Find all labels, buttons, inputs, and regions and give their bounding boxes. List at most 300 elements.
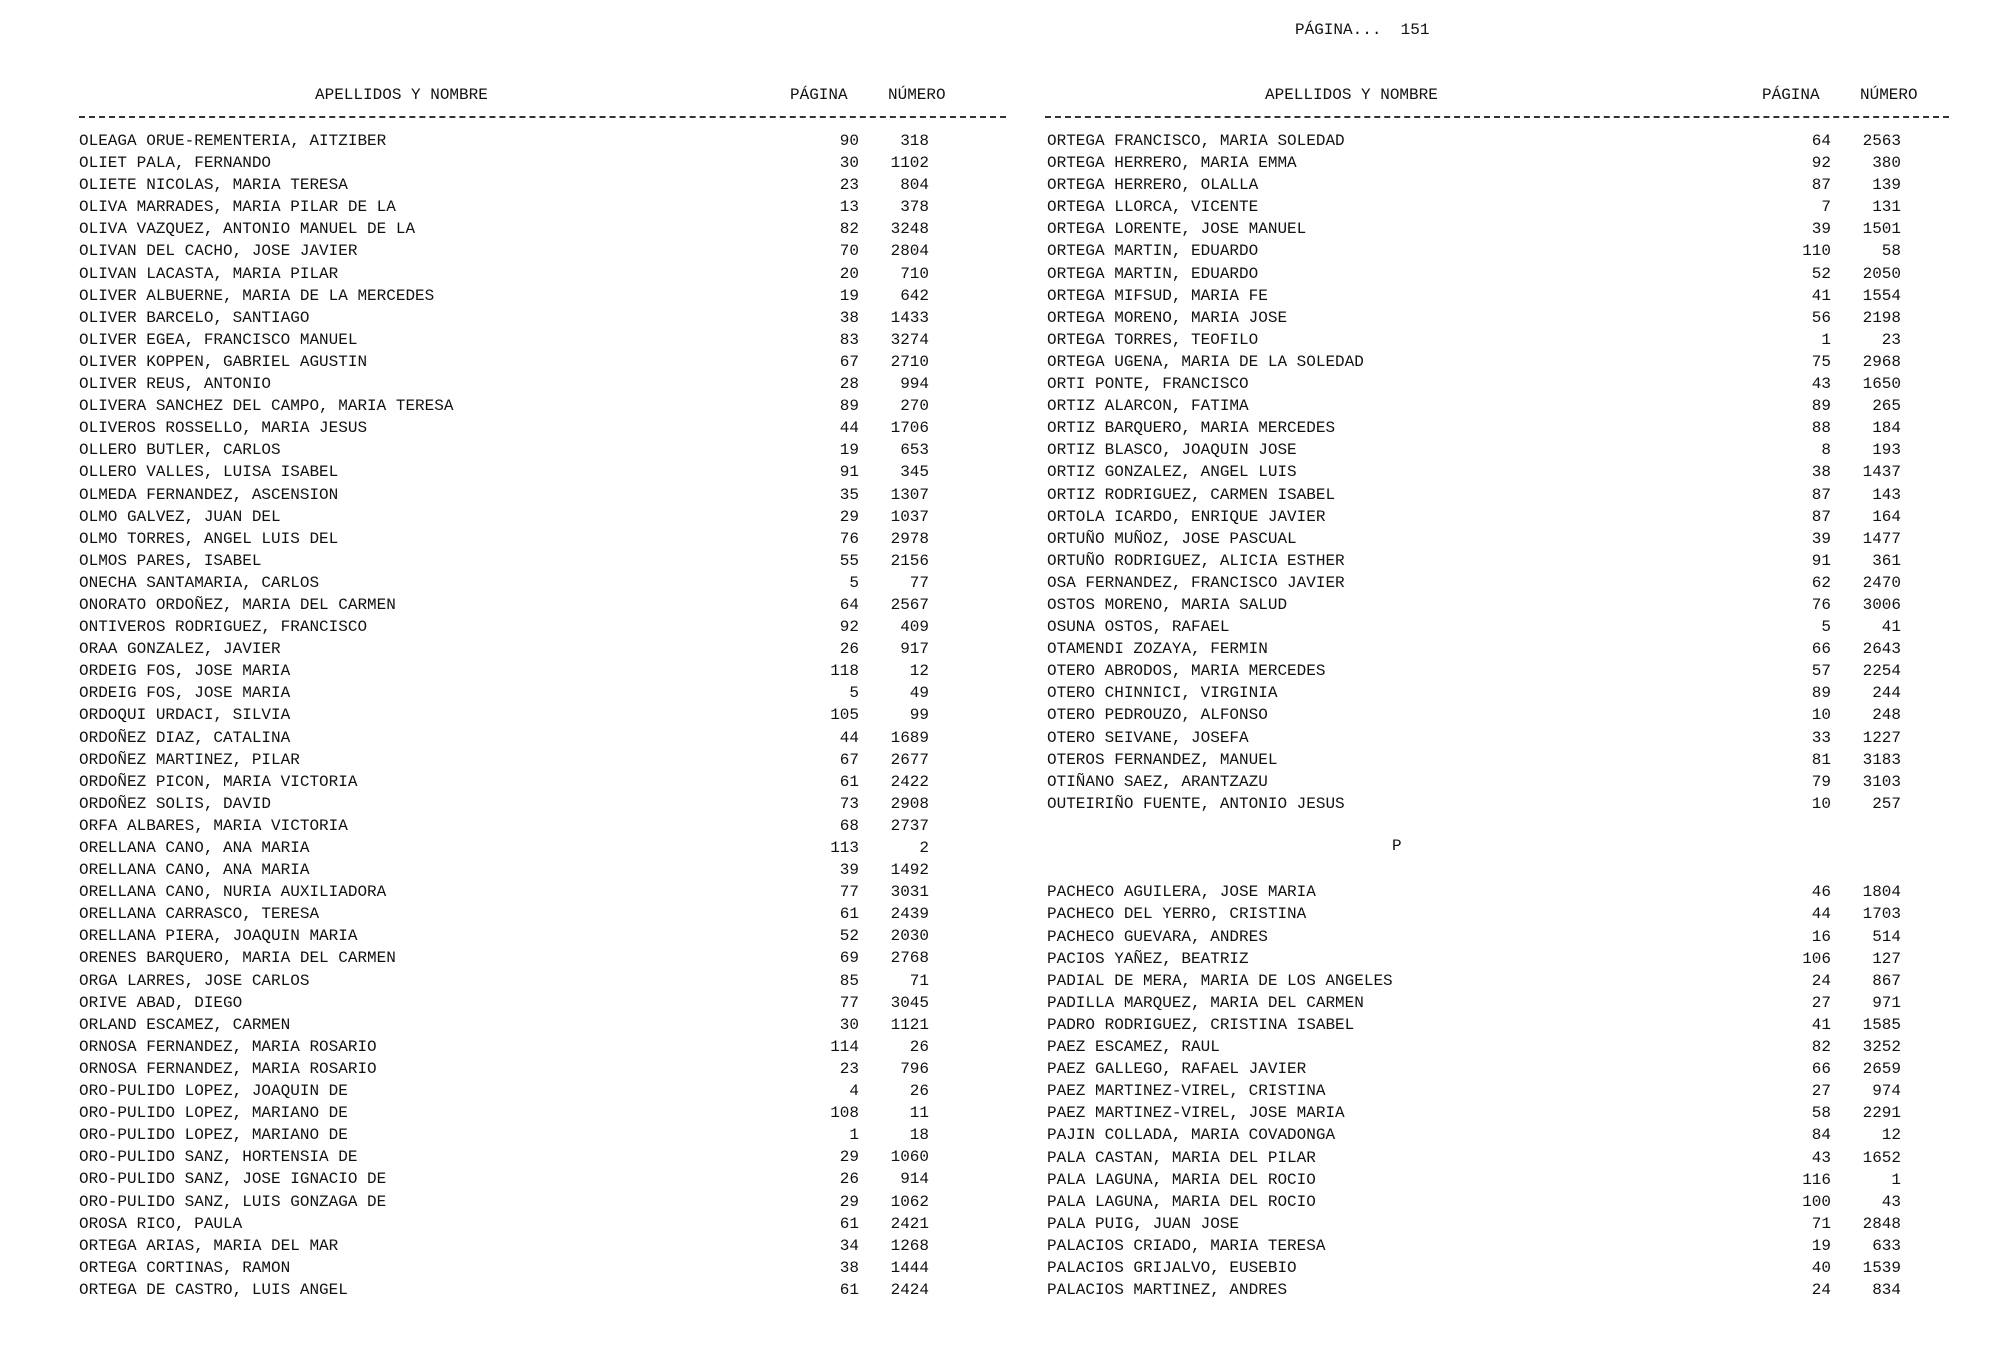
index-entry: [79, 594, 939, 616]
entry-page: 39: [839, 861, 859, 880]
entry-name: ORTEGA MARTIN, EDUARDO: [1047, 242, 1259, 261]
entry-number: 49: [909, 684, 929, 703]
entry-number: 1433: [890, 308, 929, 327]
entry-number: 2439: [890, 905, 929, 924]
entry-number: 71: [909, 971, 929, 990]
entry-number: 1501: [1862, 220, 1901, 239]
entry-number: 834: [1872, 1281, 1901, 1300]
entry-page: 87: [1811, 485, 1831, 504]
entry-page: 106: [1802, 949, 1831, 968]
index-entry: [1047, 1213, 1907, 1235]
entry-number: 143: [1872, 485, 1901, 504]
entry-number: 2030: [890, 927, 929, 946]
index-entry: [1047, 1257, 1907, 1279]
entry-page: 61: [839, 772, 859, 791]
entry-number: 2567: [890, 595, 929, 614]
entry-page: 13: [839, 198, 859, 217]
entry-number: 1102: [890, 154, 929, 173]
entry-page: 67: [839, 352, 859, 371]
entry-name: ORTEGA DE CASTRO, LUIS ANGEL: [79, 1280, 348, 1299]
index-entry: [1047, 749, 1907, 771]
index-entry: [1047, 351, 1907, 373]
index-entry: [79, 1191, 939, 1213]
index-entry: [1047, 1279, 1907, 1301]
entry-page: 52: [1811, 264, 1831, 283]
entry-page: 61: [839, 1214, 859, 1233]
entry-page: 110: [1802, 242, 1831, 261]
index-entry: [1047, 1147, 1907, 1169]
index-entry: [79, 1124, 939, 1146]
index-entry: [79, 992, 939, 1014]
entry-number: 994: [900, 375, 929, 394]
entry-number: 1268: [890, 1236, 929, 1255]
entry-number: 2908: [890, 794, 929, 813]
entry-number: 77: [909, 573, 929, 592]
right-header-page: PÁGINA: [1762, 86, 1820, 104]
right-p-entry-list: [1047, 881, 1907, 1301]
entry-number: 2156: [890, 551, 929, 570]
index-entry: [1047, 1169, 1907, 1191]
entry-name: ORDEIG FOS, JOSE MARIA: [79, 662, 291, 681]
entry-name: OLIET PALA, FERNANDO: [79, 154, 272, 173]
entry-page: 57: [1811, 662, 1831, 681]
entry-name: OTERO ABRODOS, MARIA MERCEDES: [1047, 662, 1326, 681]
entry-page: 113: [830, 839, 859, 857]
index-entry: [79, 550, 939, 572]
entry-page: 89: [1811, 397, 1831, 416]
entry-number: 345: [900, 463, 929, 482]
entry-number: 1060: [890, 1148, 929, 1167]
index-entry: [1047, 727, 1907, 749]
entry-name: ORTIZ BARQUERO, MARIA MERCEDES: [1047, 419, 1336, 438]
entry-number: 3183: [1862, 750, 1901, 769]
entry-name: ORO-PULIDO SANZ, JOSE IGNACIO DE: [79, 1170, 387, 1189]
index-entry: [1047, 616, 1907, 638]
index-entry: [1047, 948, 1907, 970]
entry-number: 3006: [1862, 595, 1901, 614]
entry-name: OLMEDA FERNANDEZ, ASCENSION: [79, 485, 339, 504]
index-entry: [1047, 1014, 1907, 1036]
entry-page: 40: [1811, 1258, 1831, 1277]
entry-name: OLIVER KOPPEN, GABRIEL AGUSTIN: [79, 352, 368, 371]
entry-page: 92: [1811, 154, 1831, 173]
entry-page: 46: [1811, 883, 1831, 902]
entry-name: ORELLANA CANO, NURIA AUXILIADORA: [79, 883, 387, 902]
index-entry: [79, 196, 939, 218]
entry-number: 2563: [1862, 132, 1901, 150]
entry-number: 3248: [890, 220, 929, 239]
index-entry: [1047, 218, 1907, 240]
entry-name: ORAA GONZALEZ, JAVIER: [79, 640, 281, 659]
entry-number: 1444: [890, 1258, 929, 1277]
entry-name: ORENES BARQUERO, MARIA DEL CARMEN: [79, 949, 396, 968]
entry-name: OLLERO VALLES, LUISA ISABEL: [79, 463, 339, 482]
entry-name: OTERO CHINNICI, VIRGINIA: [1047, 684, 1278, 703]
entry-name: ORDOÑEZ DIAZ, CATALINA: [79, 728, 291, 747]
entry-number: 2470: [1862, 573, 1901, 592]
entry-number: 41: [1881, 618, 1901, 637]
entry-name: OLIETE NICOLAS, MARIA TERESA: [79, 176, 348, 195]
index-entry: [1047, 130, 1907, 152]
entry-page: 64: [1811, 132, 1831, 150]
entry-number: 318: [900, 132, 929, 150]
entry-name: OLIVERA SANCHEZ DEL CAMPO, MARIA TERESA: [79, 397, 454, 416]
entry-name: PALA PUIG, JUAN JOSE: [1047, 1214, 1240, 1233]
index-entry: [79, 218, 939, 240]
index-entry: [1047, 240, 1907, 262]
entry-number: 2737: [890, 816, 929, 835]
left-header-number: NÚMERO: [888, 86, 946, 104]
index-entry: [1047, 263, 1907, 285]
entry-number: 2050: [1862, 264, 1901, 283]
entry-number: 244: [1872, 684, 1901, 703]
entry-number: 796: [900, 1059, 929, 1078]
entry-name: ORTEGA HERRERO, OLALLA: [1047, 176, 1259, 195]
entry-name: ORO-PULIDO SANZ, LUIS GONZAGA DE: [79, 1192, 387, 1211]
index-entry: [79, 660, 939, 682]
entry-name: ORDOÑEZ PICON, MARIA VICTORIA: [79, 772, 358, 791]
entry-page: 68: [839, 816, 859, 835]
entry-page: 88: [1811, 419, 1831, 438]
entry-page: 114: [830, 1037, 859, 1056]
entry-number: 193: [1872, 441, 1901, 460]
entry-name: PACHECO AGUILERA, JOSE MARIA: [1047, 883, 1316, 902]
entry-page: 75: [1811, 352, 1831, 371]
index-entry: [79, 1168, 939, 1190]
entry-page: 26: [839, 640, 859, 659]
entry-number: 164: [1872, 507, 1901, 526]
entry-name: ORTIZ BLASCO, JOAQUIN JOSE: [1047, 441, 1297, 460]
index-entry: [79, 152, 939, 174]
entry-number: 1307: [890, 485, 929, 504]
index-entry: [79, 1146, 939, 1168]
entry-name: ORNOSA FERNANDEZ, MARIA ROSARIO: [79, 1059, 377, 1078]
index-entry: [79, 329, 939, 351]
index-entry: [79, 727, 939, 749]
index-entry: [79, 881, 939, 903]
index-entry: [79, 461, 939, 483]
entry-number: 514: [1872, 927, 1901, 946]
entry-number: 2710: [890, 352, 929, 371]
entry-number: 3031: [890, 883, 929, 902]
entry-number: 1804: [1862, 883, 1901, 902]
index-entry: [79, 572, 939, 594]
index-entry: [1047, 881, 1907, 903]
entry-name: ORTEGA LORENTE, JOSE MANUEL: [1047, 220, 1307, 239]
index-entry: [1047, 903, 1907, 925]
entry-page: 77: [839, 883, 859, 902]
entry-number: 710: [900, 264, 929, 283]
entry-page: 24: [1811, 971, 1831, 990]
entry-name: ORGA LARRES, JOSE CARLOS: [79, 971, 310, 990]
entry-page: 71: [1811, 1214, 1831, 1233]
index-entry: [79, 749, 939, 771]
entry-number: 971: [1872, 993, 1901, 1012]
index-entry: [79, 947, 939, 969]
entry-name: OLMO GALVEZ, JUAN DEL: [79, 507, 281, 526]
entry-page: 67: [839, 750, 859, 769]
entry-number: 2291: [1862, 1104, 1901, 1123]
index-entry: [79, 1058, 939, 1080]
index-entry: [79, 174, 939, 196]
index-entry: [79, 1080, 939, 1102]
entry-name: OSTOS MORENO, MARIA SALUD: [1047, 595, 1288, 614]
entry-number: 1121: [890, 1015, 929, 1034]
entry-page: 29: [839, 1192, 859, 1211]
entry-number: 974: [1872, 1082, 1901, 1101]
entry-number: 127: [1872, 949, 1901, 968]
index-entry: [79, 970, 939, 992]
entry-number: 2422: [890, 772, 929, 791]
index-entry: [1047, 439, 1907, 461]
entry-page: 92: [839, 618, 859, 637]
entry-page: 5: [849, 573, 859, 592]
left-header-name: APELLIDOS Y NOMBRE: [315, 86, 488, 104]
index-entry: [1047, 1235, 1907, 1257]
index-entry: [79, 1279, 939, 1301]
entry-page: 73: [839, 794, 859, 813]
entry-name: PAEZ MARTINEZ-VIREL, JOSE MARIA: [1047, 1104, 1345, 1123]
index-entry: [79, 1036, 939, 1058]
section-letter: P: [1392, 837, 1402, 855]
entry-number: 1652: [1862, 1148, 1901, 1167]
entry-name: PAEZ MARTINEZ-VIREL, CRISTINA: [1047, 1082, 1326, 1101]
entry-name: OLIVER BARCELO, SANTIAGO: [79, 308, 310, 327]
entry-name: OLIVAN LACASTA, MARIA PILAR: [79, 264, 339, 283]
index-entry: [1047, 461, 1907, 483]
index-entry: [79, 1014, 939, 1036]
index-entry: [1047, 926, 1907, 948]
entry-page: 43: [1811, 1148, 1831, 1167]
index-entry: [79, 704, 939, 726]
entry-name: OLLERO BUTLER, CARLOS: [79, 441, 281, 460]
entry-name: ORELLANA CANO, ANA MARIA: [79, 839, 310, 857]
entry-page: 105: [830, 706, 859, 725]
entry-number: 1037: [890, 507, 929, 526]
entry-page: 38: [1811, 463, 1831, 482]
entry-number: 248: [1872, 706, 1901, 725]
entry-number: 2424: [890, 1280, 929, 1299]
index-entry: [79, 240, 939, 262]
entry-page: 19: [839, 441, 859, 460]
index-entry: [1047, 152, 1907, 174]
entry-number: 1585: [1862, 1015, 1901, 1034]
entry-name: PALACIOS GRIJALVO, EUSEBIO: [1047, 1258, 1297, 1277]
entry-name: PALACIOS MARTINEZ, ANDRES: [1047, 1281, 1288, 1300]
entry-name: ORO-PULIDO LOPEZ, JOAQUIN DE: [79, 1082, 348, 1101]
entry-page: 64: [839, 595, 859, 614]
entry-page: 66: [1811, 640, 1831, 659]
index-entry: [1047, 1191, 1907, 1213]
entry-name: OLIVER ALBUERNE, MARIA DE LA MERCEDES: [79, 286, 435, 305]
entry-number: 12: [909, 662, 929, 681]
entry-number: 2848: [1862, 1214, 1901, 1233]
entry-number: 1689: [890, 728, 929, 747]
entry-number: 58: [1881, 242, 1901, 261]
entry-name: ORTIZ GONZALEZ, ANGEL LUIS: [1047, 463, 1297, 482]
index-entry: [1047, 285, 1907, 307]
entry-page: 29: [839, 507, 859, 526]
entry-name: OLMO TORRES, ANGEL LUIS DEL: [79, 529, 339, 548]
entry-page: 56: [1811, 308, 1831, 327]
index-entry: [79, 815, 939, 837]
index-entry: [79, 506, 939, 528]
entry-name: ORDOQUI URDACI, SILVIA: [79, 706, 291, 725]
entry-page: 30: [839, 1015, 859, 1034]
entry-name: ORELLANA CARRASCO, TERESA: [79, 905, 320, 924]
entry-page: 76: [839, 529, 859, 548]
entry-page: 5: [1821, 618, 1831, 637]
entry-name: PALA CASTAN, MARIA DEL PILAR: [1047, 1148, 1316, 1167]
index-entry: [79, 837, 939, 859]
entry-name: ORTEGA FRANCISCO, MARIA SOLEDAD: [1047, 132, 1345, 150]
entry-number: 361: [1872, 551, 1901, 570]
entry-page: 61: [839, 905, 859, 924]
entry-page: 55: [839, 551, 859, 570]
entry-page: 83: [839, 330, 859, 349]
entry-page: 26: [839, 1170, 859, 1189]
entry-number: 1477: [1862, 529, 1901, 548]
entry-name: PADRO RODRIGUEZ, CRISTINA ISABEL: [1047, 1015, 1355, 1034]
entry-name: ORDEIG FOS, JOSE MARIA: [79, 684, 291, 703]
entry-number: 3045: [890, 993, 929, 1012]
entry-page: 39: [1811, 220, 1831, 239]
index-entry: [79, 263, 939, 285]
entry-page: 38: [839, 1258, 859, 1277]
entry-number: 3103: [1862, 772, 1901, 791]
index-entry: [1047, 594, 1907, 616]
entry-number: 3252: [1862, 1038, 1901, 1057]
entry-number: 1706: [890, 419, 929, 438]
index-entry: [79, 484, 939, 506]
entry-name: ORNOSA FERNANDEZ, MARIA ROSARIO: [79, 1037, 377, 1056]
index-entry: [1047, 682, 1907, 704]
entry-page: 4: [849, 1082, 859, 1101]
entry-page: 44: [839, 728, 859, 747]
index-entry: [1047, 704, 1907, 726]
entry-name: PAJIN COLLADA, MARIA COVADONGA: [1047, 1126, 1336, 1145]
index-entry: [1047, 417, 1907, 439]
entry-name: PADILLA MARQUEZ, MARIA DEL CARMEN: [1047, 993, 1364, 1012]
entry-number: 917: [900, 640, 929, 659]
entry-number: 23: [1881, 330, 1901, 349]
index-entry: [1047, 970, 1907, 992]
entry-page: 34: [839, 1236, 859, 1255]
index-entry: [79, 395, 939, 417]
entry-name: ORTEGA MIFSUD, MARIA FE: [1047, 286, 1268, 305]
index-entry: [1047, 196, 1907, 218]
entry-name: ORTI PONTE, FRANCISCO: [1047, 375, 1249, 394]
entry-number: 270: [900, 397, 929, 416]
entry-number: 1539: [1862, 1258, 1901, 1277]
entry-name: ORTEGA CORTINAS, RAMON: [79, 1258, 291, 1277]
entry-name: OLIVAN DEL CACHO, JOSE JAVIER: [79, 242, 358, 261]
index-entry: [79, 285, 939, 307]
index-entry: [79, 351, 939, 373]
index-entry: [1047, 373, 1907, 395]
entry-name: ORTUÑO RODRIGUEZ, ALICIA ESTHER: [1047, 551, 1345, 570]
entry-number: 131: [1872, 198, 1901, 217]
entry-page: 69: [839, 949, 859, 968]
entry-page: 19: [1811, 1236, 1831, 1255]
entry-page: 35: [839, 485, 859, 504]
index-entry: [79, 638, 939, 660]
entry-number: 2978: [890, 529, 929, 548]
entry-page: 89: [839, 397, 859, 416]
entry-page: 23: [839, 1059, 859, 1078]
index-entry: [1047, 174, 1907, 196]
entry-number: 1650: [1862, 375, 1901, 394]
entry-name: PADIAL DE MERA, MARIA DE LOS ANGELES: [1047, 971, 1393, 990]
entry-number: 2768: [890, 949, 929, 968]
entry-number: 12: [1881, 1126, 1901, 1145]
entry-page: 30: [839, 154, 859, 173]
entry-page: 43: [1811, 375, 1831, 394]
index-entry: [1047, 572, 1907, 594]
entry-page: 33: [1811, 728, 1831, 747]
entry-number: 43: [1881, 1192, 1901, 1211]
index-entry: [79, 130, 939, 152]
left-entry-list: [79, 130, 939, 1301]
entry-page: 23: [839, 176, 859, 195]
entry-page: 16: [1811, 927, 1831, 946]
entry-name: ORTEGA HERRERO, MARIA EMMA: [1047, 154, 1297, 173]
entry-page: 62: [1811, 573, 1831, 592]
left-divider: [79, 116, 1006, 118]
index-entry: [79, 859, 939, 881]
entry-page: 1: [1821, 330, 1831, 349]
entry-number: 2804: [890, 242, 929, 261]
index-entry: [1047, 1036, 1907, 1058]
entry-page: 87: [1811, 507, 1831, 526]
entry-name: OTAMENDI ZOZAYA, FERMIN: [1047, 640, 1268, 659]
entry-page: 66: [1811, 1060, 1831, 1079]
entry-number: 18: [909, 1126, 929, 1145]
entry-page: 58: [1811, 1104, 1831, 1123]
entry-number: 2254: [1862, 662, 1901, 681]
entry-name: OTEROS FERNANDEZ, MANUEL: [1047, 750, 1278, 769]
index-entry: [79, 682, 939, 704]
entry-name: ORTOLA ICARDO, ENRIQUE JAVIER: [1047, 507, 1326, 526]
entry-page: 20: [839, 264, 859, 283]
right-divider: [1045, 116, 1949, 118]
index-entry: [1047, 528, 1907, 550]
entry-number: 409: [900, 618, 929, 637]
entry-page: 29: [839, 1148, 859, 1167]
entry-number: 139: [1872, 176, 1901, 195]
entry-page: 8: [1821, 441, 1831, 460]
entry-name: ORTEGA ARIAS, MARIA DEL MAR: [79, 1236, 339, 1255]
entry-name: OUTEIRIÑO FUENTE, ANTONIO JESUS: [1047, 794, 1345, 813]
entry-name: ORFA ALBARES, MARIA VICTORIA: [79, 816, 348, 835]
entry-name: ORTIZ RODRIGUEZ, CARMEN ISABEL: [1047, 485, 1336, 504]
index-entry: [1047, 1102, 1907, 1124]
entry-name: OROSA RICO, PAULA: [79, 1214, 243, 1233]
index-entry: [79, 925, 939, 947]
entry-name: ORELLANA PIERA, JOAQUIN MARIA: [79, 927, 358, 946]
entry-page: 100: [1802, 1192, 1831, 1211]
entry-name: ORTEGA MARTIN, EDUARDO: [1047, 264, 1259, 283]
entry-page: 38: [839, 308, 859, 327]
index-entry: [79, 771, 939, 793]
entry-name: ORTEGA TORRES, TEOFILO: [1047, 330, 1259, 349]
entry-name: OTERO SEIVANE, JOSEFA: [1047, 728, 1249, 747]
entry-number: 1437: [1862, 463, 1901, 482]
entry-name: ORO-PULIDO LOPEZ, MARIANO DE: [79, 1126, 348, 1145]
entry-name: ORELLANA CANO, ANA MARIA: [79, 861, 310, 880]
entry-number: 2421: [890, 1214, 929, 1233]
entry-page: 85: [839, 971, 859, 990]
